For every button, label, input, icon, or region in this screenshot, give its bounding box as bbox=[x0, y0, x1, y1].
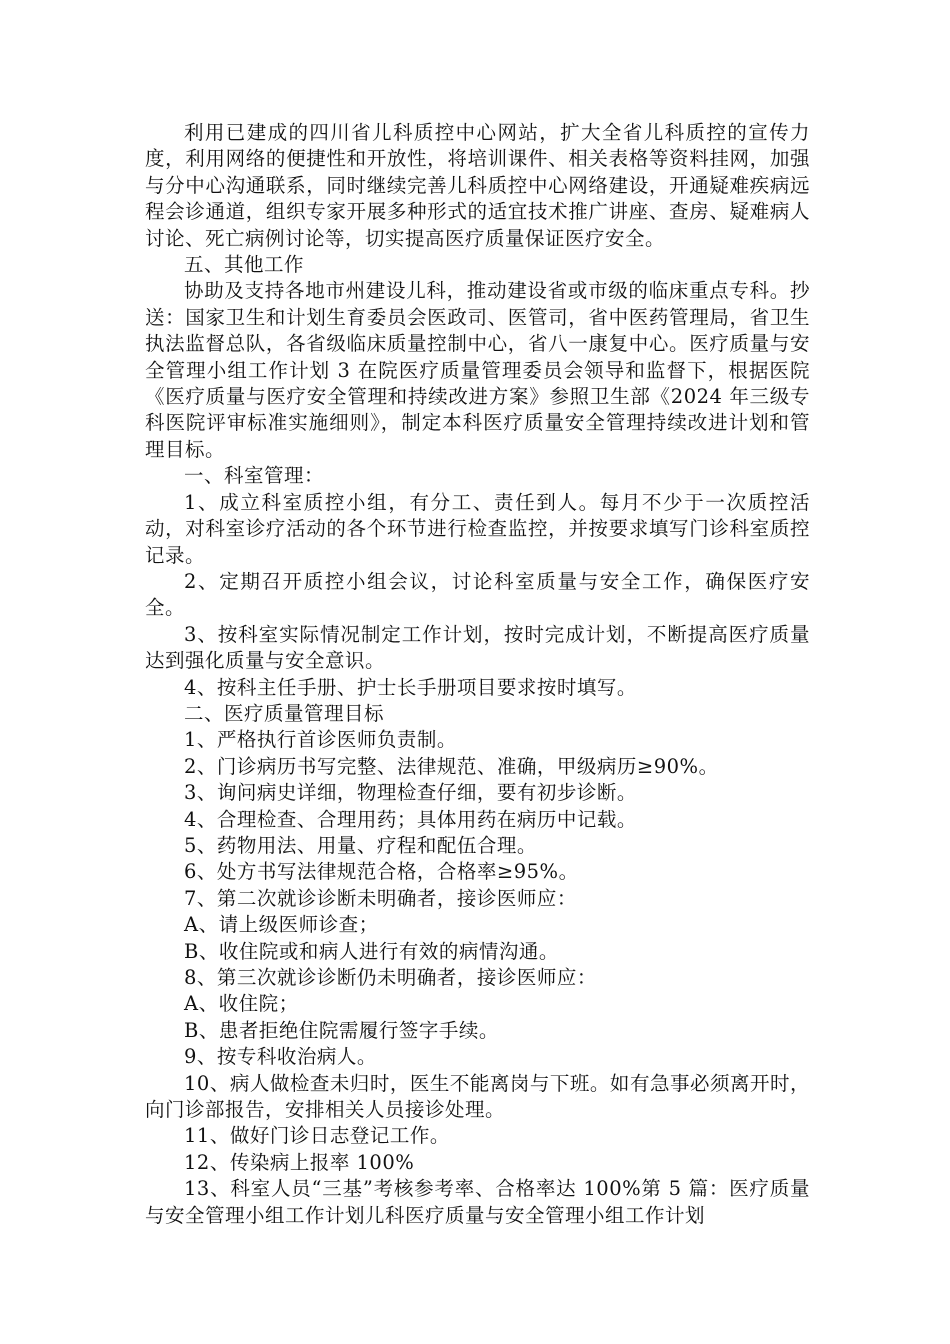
heading-other-work: 五、其他工作 bbox=[184, 253, 305, 277]
goal-item-3: 3、询问病史详细，物理检查仔细，要有初步诊断。 bbox=[184, 781, 637, 805]
heading-department-management: 一、科室管理： bbox=[184, 464, 325, 488]
goal-item-4: 4、合理检查、合理用药；具体用药在病历中记载。 bbox=[184, 807, 637, 831]
goal-item-7: 7、第二次就诊诊断未明确者，接诊医师应： bbox=[184, 886, 577, 910]
paragraph-support-and-plan: 协助及支持各地市州建设儿科，推动建设省或市级的临床重点专科。抄送：国家卫生和计划生育委员会医政司、医管司，省中医药管理局，省卫生执法监督总队，各省级临床质量控制中心，省八一康复中心。医疗质量与安全管理小组工作计划 3 在院医疗质量管理委员会领导和监督下，根据医院《医疗质量与医疗安全管理和持续改进方案》参照卫生部《2024 年三级专科医院评审标准实施细则》，制定本科医疗质量安全管理持续改进计划和管理目标。 bbox=[145, 279, 810, 461]
goal-item-8: 8、第三次就诊诊断仍未明确者，接诊医师应： bbox=[184, 966, 597, 989]
goal-item-11: 11、做好门诊日志登记工作。 bbox=[184, 1124, 450, 1148]
list-item-4: 4、按科主任手册、护士长手册项目要求按时填写。 bbox=[184, 675, 637, 699]
list-item-1: 1、成立科室质控小组，有分工、责任到人。每月不少于一次质控活动，对科室诊疗活动的各个环节进行检查监控，并按要求填写门诊科室质控记录。 bbox=[145, 490, 810, 567]
goal-item-10: 10、病人做检查未归时，医生不能离岗与下班。如有急事必须离开时，向门诊部报告，安排相关人员接诊处理。 bbox=[145, 1071, 810, 1122]
goal-item-8b: B、患者拒绝住院需履行签字手续。 bbox=[184, 1018, 499, 1042]
list-item-2: 2、定期召开质控小组会议，讨论科室质量与安全工作，确保医疗安全。 bbox=[145, 569, 810, 620]
goal-item-2: 2、门诊病历书写完整、法律规范、准确，甲级病历≥90%。 bbox=[184, 754, 719, 778]
goal-item-13: 13、科室人员“三基”考核参考率、合格率达 100%第 5 篇：医疗质量与安全管理小组工作计划儿科医疗质量与安全管理小组工作计划 bbox=[145, 1177, 810, 1227]
goal-item-12: 12、传染病上报率 100% bbox=[184, 1150, 415, 1174]
goal-item-8a: A、收住院； bbox=[184, 992, 299, 1016]
list-item-3: 3、按科室实际情况制定工作计划，按时完成计划，不断提高医疗质量达到强化质量与安全意识。 bbox=[145, 622, 810, 673]
goal-item-5: 5、药物用法、用量、疗程和配伍合理。 bbox=[184, 833, 537, 857]
heading-quality-goals: 二、医疗质量管理目标 bbox=[184, 701, 385, 725]
document-body bbox=[145, 120, 810, 1229]
goal-item-7a: A、请上级医师诊查； bbox=[184, 913, 379, 937]
goal-item-6: 6、处方书写法律规范合格，合格率≥95%。 bbox=[184, 860, 579, 884]
goal-item-7b: B、收住院或和病人进行有效的病情沟通。 bbox=[184, 939, 559, 963]
goal-item-9: 9、按专科收治病人。 bbox=[184, 1045, 377, 1069]
paragraph-website-promotion: 利用已建成的四川省儿科质控中心网站，扩大全省儿科质控的宣传力度，利用网络的便捷性和开放性，将培训课件、相关表格等资料挂网，加强与分中心沟通联系，同时继续完善儿科质控中心网络建设，开通疑难疾病远程会诊通道，组织专家开展多种形式的适宜技术推广讲座、查房、疑难病人讨论、死亡病例讨论等，切实提高医疗质量保证医疗安全。 bbox=[145, 121, 810, 250]
goal-item-1: 1、严格执行首诊医师负责制。 bbox=[184, 728, 457, 752]
